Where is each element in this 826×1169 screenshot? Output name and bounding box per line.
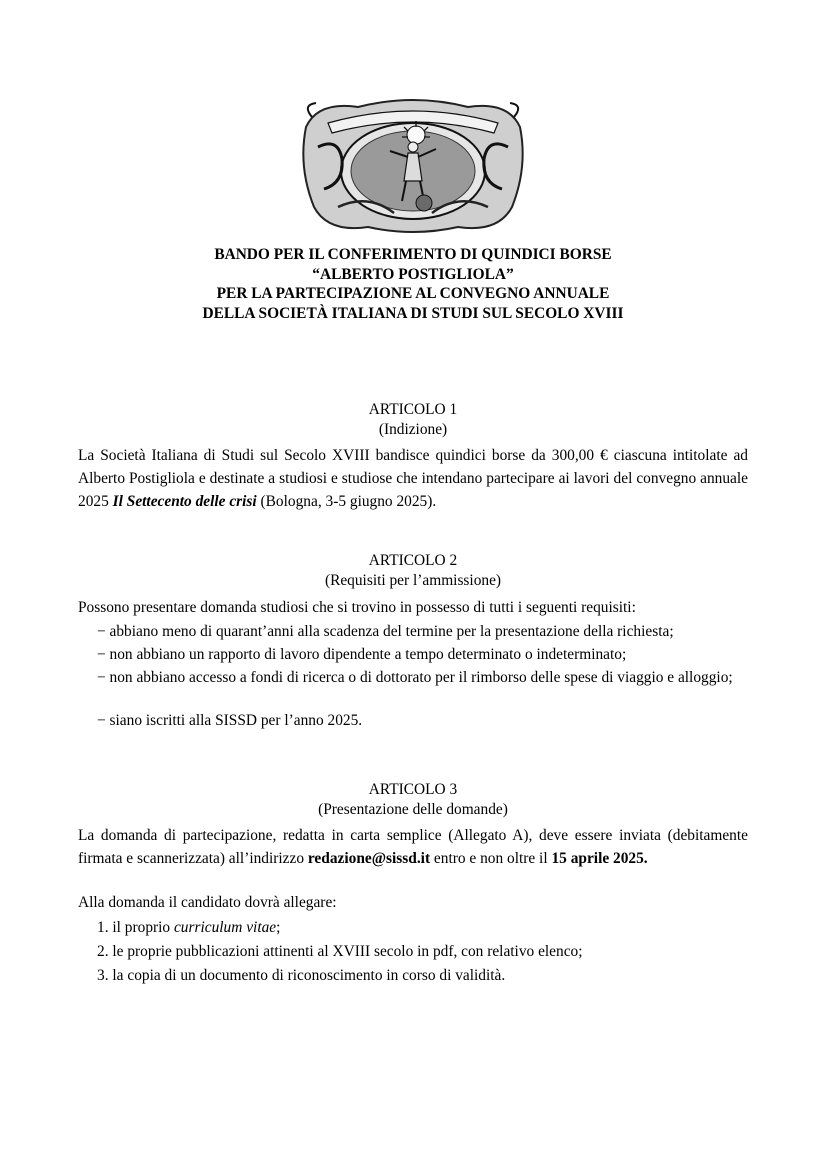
article-1-text-b: (Bologna, 3-5 giugno 2025).: [256, 493, 437, 510]
attachment-text: il proprio: [112, 919, 174, 936]
article-1-text-a: La Società Italiana di Studi sul Secolo XVIII bandisce quindici borse da 300,00 € ciascuna intitolate ad Alberto Postigliola e destinate a studiosi e studiose che intendano partecipare ai lavori del convegno annuale 2025: [78, 447, 748, 510]
requirement-item: − non abbiano accesso a fondi di ricerca o di dottorato per il rimborso delle spese di viaggio e alloggio;: [97, 669, 733, 686]
requirements-intro: Possono presentare domanda studiosi che si trovino in possesso di tutti i seguenti requisiti:: [78, 599, 636, 616]
attachment-number: 3.: [97, 967, 109, 984]
requirement-item: − non abbiano un rapporto di lavoro dipendente a tempo determinato o indeterminato;: [97, 646, 627, 663]
article-2-heading: [78, 551, 748, 590]
requirement-item: − siano iscritti alla SISSD per l’anno 2025.: [97, 712, 363, 729]
attachment-number: 2.: [97, 943, 109, 960]
article-3-heading: [78, 780, 748, 819]
attachment-text: le proprie pubblicazioni attinenti al XVIII secolo in pdf, con relativo elenco;: [112, 943, 583, 960]
article-heading: ARTICOLO 1: [368, 401, 458, 418]
article-3-text-a: La domanda di partecipazione, redatta in carta semplice (Allegato A), deve essere inviata (debitamente firmata e scannerizzata) all’indirizzo: [78, 827, 748, 867]
title-line: PER LA PARTECIPAZIONE AL CONVEGNO ANNUALE: [216, 285, 610, 302]
article-3-text: [78, 824, 748, 870]
attachments-intro: Alla domanda il candidato dovrà allegare:: [78, 894, 337, 911]
article-3-text-b: entro e non oltre il: [430, 850, 552, 867]
attachment-emphasis: curriculum vitae: [173, 919, 277, 936]
article-subheading: (Indizione): [378, 420, 448, 438]
article-subheading: (Requisiti per l’ammissione): [324, 571, 502, 589]
attachment-number: 1.: [97, 919, 109, 936]
conference-title: Il Settecento delle crisi: [112, 493, 257, 510]
document-title: [78, 245, 748, 323]
email-address: redazione@sissd.it: [307, 850, 431, 867]
title-line: “ALBERTO POSTIGLIOLA”: [312, 265, 514, 283]
article-1-heading: [78, 400, 748, 439]
requirement-item: − abbiano meno di quarant’anni alla scadenza del termine per la presentazione della richiesta;: [97, 623, 674, 640]
attachment-text-end: ;: [276, 919, 281, 936]
attachment-text: la copia di un documento di riconoscimento in corso di validità.: [112, 967, 506, 984]
society-emblem-logo: [298, 97, 528, 235]
title-line: DELLA SOCIETÀ ITALIANA DI STUDI SUL SECOLO XVIII: [202, 304, 624, 322]
article-subheading: (Presentazione delle domande): [318, 800, 508, 818]
attachment-item: [97, 918, 748, 938]
attachment-item: [97, 966, 748, 986]
article-1-text: [78, 444, 748, 513]
title-line: BANDO PER IL CONFERIMENTO DI QUINDICI BORSE: [214, 246, 612, 263]
attachment-item: [97, 942, 748, 962]
article-heading: ARTICOLO 3: [368, 781, 458, 798]
article-heading: ARTICOLO 2: [368, 552, 458, 569]
deadline-date: 15 aprile 2025.: [551, 850, 648, 867]
